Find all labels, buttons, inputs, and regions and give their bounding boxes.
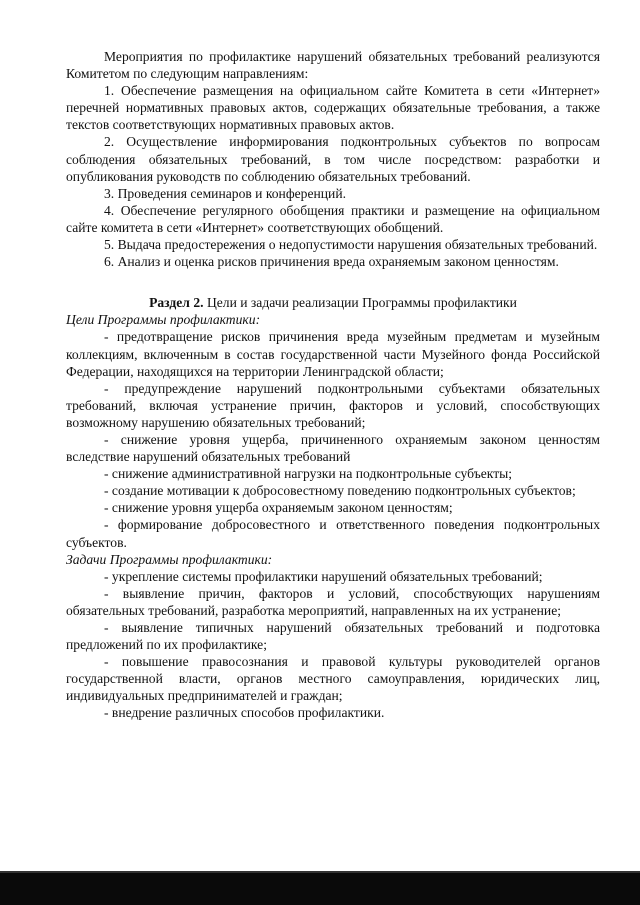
section-title: Цели и задачи реализации Программы профилактики bbox=[206, 295, 517, 311]
intro-paragraph: Мероприятия по профилактике нарушений обязательных требований реализуются Комитетом по следующим направлениям: bbox=[66, 49, 600, 82]
goal-item: - предотвращение рисков причинения вреда музейным предметам и музейным коллекциям, включенным в состав государственной части Музейного фонда Российской Федерации, находящихся на территории Ленинградской области; bbox=[66, 329, 600, 379]
goal-item: - снижение уровня ущерба, причиненного охраняемым законом ценностям вследствие нарушений обязательных требований bbox=[66, 431, 600, 465]
task-item: - повышение правосознания и правовой культуры руководителей органов государственной власти, органов местного самоуправления, юридических лиц, индивидуальных предпринимателей и граждан; bbox=[66, 654, 600, 704]
goals-heading: Цели Программы профилактики: bbox=[66, 312, 261, 328]
section-heading bbox=[66, 294, 600, 311]
scan-bottom-border bbox=[0, 873, 640, 905]
task-item: - выявление причин, факторов и условий, способствующих нарушениям обязательных требований, разработка мероприятий, направленных на их устранение; bbox=[66, 585, 600, 618]
direction-item: 6. Анализ и оценка рисков причинения вреда охраняемым законом ценностям. bbox=[104, 254, 559, 270]
direction-item: 5. Выдача предостережения о недопустимости нарушения обязательных требований. bbox=[104, 237, 598, 253]
tasks-heading: Задачи Программы профилактики: bbox=[66, 551, 273, 567]
goal-item: - предупреждение нарушений подконтрольными субъектами обязательных требований, включая устранение причин, факторов и условий, способствующих возможному нарушению обязательных требований; bbox=[66, 380, 600, 430]
task-item: - укрепление системы профилактики нарушений обязательных требований; bbox=[104, 568, 543, 584]
document-page bbox=[66, 48, 600, 722]
direction-item: 2. Осуществление информирования подконтрольных субъектов по вопросам соблюдения обязательных требований, в том числе посредством: разработки и опубликования руководств по соблюдению обязательных требований. bbox=[66, 134, 600, 184]
direction-item: 1. Обеспечение размещения на официальном сайте Комитета в сети «Интернет» перечней нормативных правовых актов, содержащих обязательные требования, а также текстов соответствующих нормативных правовых актов. bbox=[66, 83, 600, 133]
task-item: - внедрение различных способов профилактики. bbox=[104, 705, 385, 721]
goal-item: - формирование добросовестного и ответственного поведения подконтрольных субъектов. bbox=[66, 517, 600, 550]
goal-item: - снижение уровня ущерба охраняемым законом ценностям; bbox=[104, 500, 453, 516]
goal-item: - создание мотивации к добросовестному поведению подконтрольных субъектов; bbox=[104, 483, 576, 499]
section-spacer bbox=[66, 270, 600, 294]
section-number: Раздел 2. bbox=[149, 295, 204, 311]
direction-item: 3. Проведения семинаров и конференций. bbox=[104, 185, 347, 201]
direction-item: 4. Обеспечение регулярного обобщения практики и размещение на официальном сайте комитета в сети «Интернет» соответствующих обобщений. bbox=[66, 202, 600, 235]
task-item: - выявление типичных нарушений обязательных требований и подготовка предложений по их профилактике; bbox=[66, 620, 600, 653]
goal-item: - снижение административной нагрузки на подконтрольные субъекты; bbox=[104, 466, 513, 482]
